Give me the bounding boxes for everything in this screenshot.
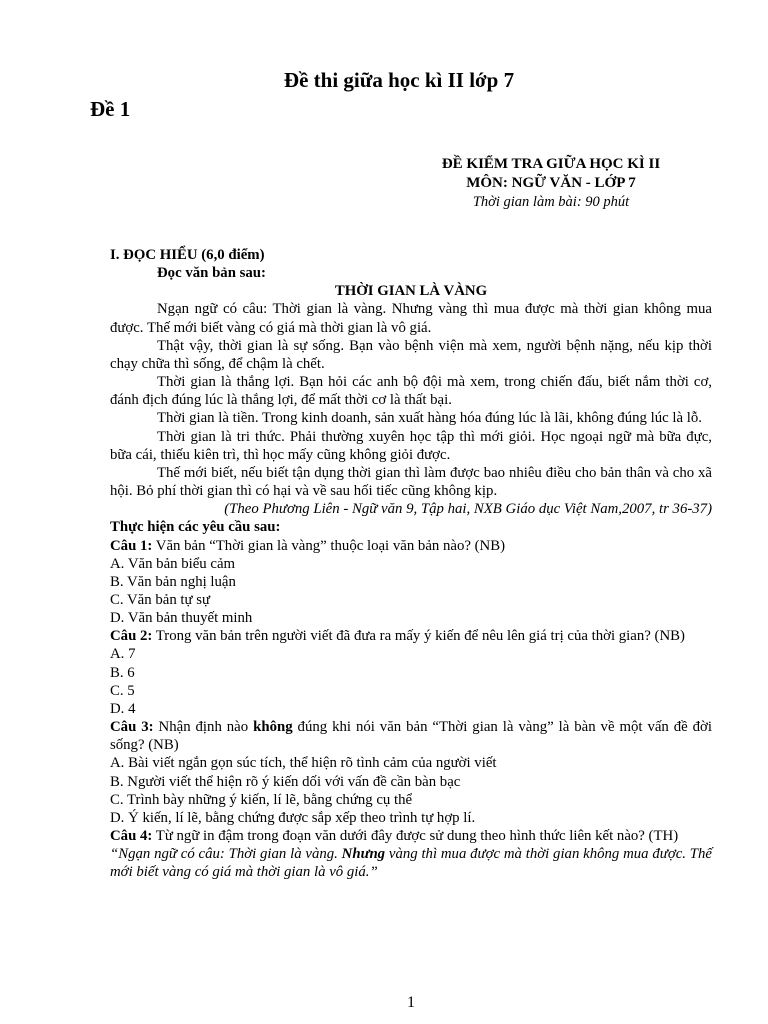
answer-option: C. Trình bày những ý kiến, lí lẽ, bằng chứng cụ thể [110, 791, 413, 808]
question-text: đúng khi nói văn bản “Thời gian là vàng” là bàn về một vấn đề đời sống? (NB) [110, 719, 712, 754]
exam-header-title: ĐỀ KIỂM TRA GIỮA HỌC KÌ II [441, 156, 661, 172]
answer-option: B. 6 [110, 664, 135, 681]
question-label: Câu 3: [110, 719, 154, 736]
question-emphasis: không [253, 719, 293, 736]
answer-option: D. Ý kiến, lí lẽ, bằng chứng được sắp xếp theo trình tự hợp lí. [110, 809, 476, 826]
quoted-excerpt [110, 845, 712, 881]
passage-paragraph: Ngạn ngữ có câu: Thời gian là vàng. Nhưng vàng thì mua được mà thời gian không mua được. Thế mới biết vàng có giá mà thời gian là vô giá. [110, 301, 712, 336]
answer-option: D. Văn bản thuyết minh [110, 610, 253, 627]
answer-option: A. 7 [110, 646, 136, 663]
passage-citation: (Theo Phương Liên - Ngữ văn 9, Tập hai, NXB Giáo dục Việt Nam,2007, tr 36-37) [224, 501, 712, 518]
answer-option: B. Người viết thể hiện rõ ý kiến dối với vấn đề cần bàn bạc [110, 773, 461, 790]
passage-paragraph: Thời gian là tri thức. Phải thường xuyên học tập thì mới giỏi. Học ngoại ngữ mà bữa đực, bữa cái, thiếu kiên trì, thì học mấy cũng không giỏi được. [110, 428, 712, 463]
question-text: Trong văn bản trên người viết đã đưa ra mấy ý kiến để nêu lên giá trị của thời gian? (NB) [152, 628, 685, 645]
question-3 [110, 718, 712, 754]
passage-paragraph: Thật vậy, thời gian là sự sống. Bạn vào bệnh viện mà xem, người bệnh nặng, nếu kịp thời chạy chữa thì sống, để chậm là chết. [110, 337, 712, 372]
answer-option: A. Bài viết ngắn gọn súc tích, thể hiện rõ tình cảm của người viết [110, 755, 497, 772]
exam-header-subject: MÔN: NGỮ VĂN - LỚP 7 [466, 175, 636, 191]
question-2 [110, 627, 712, 645]
question-text: Nhận định nào [153, 719, 254, 736]
question-label: Câu 4: [110, 828, 153, 844]
quote-emphasis: Nhưng [341, 846, 386, 863]
passage-paragraph: Thế mới biết, nếu biết tận dụng thời gian thì làm được bao nhiêu điều cho bản thân và cho xã hội. Bỏ phí thời gian thì có hại và về sau hối tiếc cũng không kịp. [110, 464, 712, 500]
exam-set-label: Đề 1 [90, 97, 131, 121]
answer-option: B. Văn bản nghị luận [110, 573, 236, 590]
question-4 [110, 827, 712, 845]
reading-instruction: Đọc văn bản sau: [157, 265, 266, 282]
question-label: Câu 1: [110, 537, 153, 554]
exam-header [420, 155, 682, 212]
answer-option: C. Văn bản tự sự [110, 591, 211, 608]
quote-text: vàng thì mua được mà thời gian không mua được. Thế mới biết vàng có giá mà thời gian là vô giá.” [110, 846, 712, 881]
quote-text: “Ngạn ngữ có câu: Thời gian là vàng. [110, 846, 342, 863]
passage-paragraph: Thời gian là thắng lợi. Bạn hỏi các anh bộ đội mà xem, trong chiến đấu, biết nắm thời cơ, đánh địch đúng lúc là thắng lợi, để mất thời cơ là thất bại. [110, 374, 712, 409]
question-text: Từ ngữ in đậm trong đoạn văn dưới đây được sử dung theo hình thức liên kết nào? (TH) [152, 828, 679, 844]
tasks-heading: Thực hiện các yêu cầu sau: [110, 519, 281, 536]
question-text: Văn bản “Thời gian là vàng” thuộc loại văn bản nào? (NB) [152, 537, 506, 554]
answer-option: A. Văn bản biểu cảm [110, 555, 236, 572]
page-number: 1 [407, 994, 415, 1011]
passage-paragraph: Thời gian là tiền. Trong kinh doanh, sản xuất hàng hóa đúng lúc là lãi, không đúng lúc là lỗ. [157, 410, 702, 427]
question-1 [110, 537, 712, 555]
answer-option: D. 4 [110, 700, 136, 717]
question-label: Câu 2: [110, 628, 153, 645]
document-title: Đề thi giữa học kì II lớp 7 [283, 68, 515, 92]
exam-header-time: Thời gian làm bài: 90 phút [472, 194, 630, 210]
passage-title: THỜI GIAN LÀ VÀNG [334, 283, 488, 300]
section-heading: I. ĐỌC HIỂU (6,0 điểm) [110, 247, 265, 263]
exam-content [110, 246, 712, 881]
answer-option: C. 5 [110, 682, 135, 699]
